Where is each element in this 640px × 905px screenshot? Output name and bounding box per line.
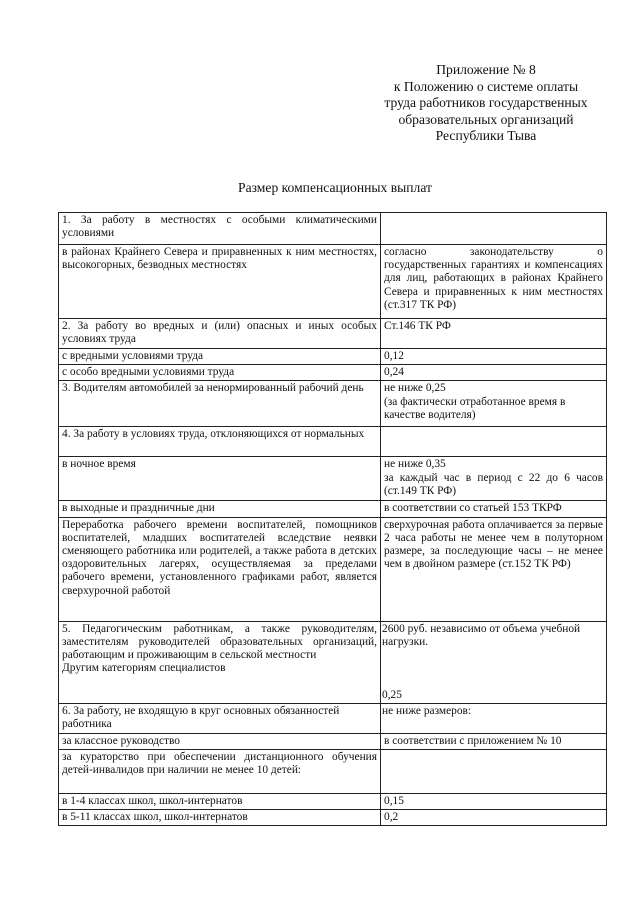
row-value: Ст.146 ТК РФ [381,319,607,349]
table-row [59,733,607,749]
row-label: с вредными условиями труда [59,349,381,365]
table-row [59,703,607,733]
row-label: 3. Водителям автомобилей за ненормированный рабочий день [59,381,381,427]
appendix-number: Приложение № 8 [436,62,536,77]
table-row [59,621,607,703]
row-value [381,213,607,245]
row-label: 1. За работу в местностях с особыми климатическими условиями [59,213,381,245]
row-value [381,750,607,794]
row-value: 0,24 [381,365,607,381]
row-value [381,427,607,457]
row-value: в соответствии с приложением № 10 [381,733,607,749]
row-value: 0,12 [381,349,607,365]
row-label: за кураторство при обеспечении дистанционного обучения детей-инвалидов при наличии не менее 10 детей: [59,750,381,794]
row-label: в районах Крайнего Севера и приравненных к ним местностях, высокогорных, безводных местностях [59,245,381,319]
table-row [59,810,607,826]
document-title: Размер компенсационных выплат [238,180,432,195]
row-label: 4. За работу в условиях труда, отклоняющихся от нормальных [59,427,381,457]
row-label: 5. Педагогическим работникам, а также руководителям, заместителям руководителей образовательных организаций, работающим и проживающим в сельской местности Другим категориям специалистов [59,621,381,703]
row-value: 0,15 [381,794,607,810]
row-value: в соответствии со статьей 153 ТКРФ [381,501,607,517]
row-label: в 5-11 классах школ, школ-интернатов [59,810,381,826]
row-label: Переработка рабочего времени воспитателей, помощников воспитателей, младших воспитателей вследствие неявки сменяющего работника или родителей, а также работа в детских оздоровительных лагерях, осуществляемая за пределами рабочего времени, установленного графиками работ, является сверхурочной работой [59,517,381,621]
appendix-line-4: образовательных организаций [398,111,574,127]
table-row [59,517,607,621]
table-row [59,457,607,501]
row-value: не ниже 0,25 (за фактически отработанное время в качестве водителя) [381,381,607,427]
row-value: сверхурочная работа оплачивается за первые 2 часа работы не менее чем в полуторном размере, за последующие часы – не менее чем в двойном размере (ст.152 ТК РФ) [381,517,607,621]
table-row [59,319,607,349]
table-row [59,381,607,427]
compensation-table [58,212,607,826]
table-row [59,427,607,457]
row-label: в выходные и праздничные дни [59,501,381,517]
appendix-line-5: Республики Тыва [435,128,537,143]
table-row [59,501,607,517]
table-row [59,794,607,810]
row-value: согласно законодательству о государственных гарантиях и компенсациях для лиц, работающих в районах Крайнего Севера и приравненных к ним местностях (ст.317 ТК РФ) [381,245,607,319]
row-label: за классное руководство [59,733,381,749]
appendix-header [366,62,606,145]
row-value: не ниже 0,35 за каждый час в период с 22 до 6 часов (ст.149 ТК РФ) [381,457,607,501]
row-label: 6. За работу, не входящую в круг основных обязанностей работника [59,703,381,733]
row-value: не ниже размеров: [381,703,607,733]
table-row [59,349,607,365]
table-row [59,750,607,794]
table-row [59,213,607,245]
table-row [59,245,607,319]
row-label: в 1-4 классах школ, школ-интернатов [59,794,381,810]
row-value: 2600 руб. независимо от объема учебной нагрузки. 0,25 [381,621,607,703]
row-label: с особо вредными условиями труда [59,365,381,381]
table-row [59,365,607,381]
appendix-line-2: к Положению о системе оплаты [393,78,579,94]
row-label: 2. За работу во вредных и (или) опасных и иных особых условиях труда [59,319,381,349]
row-label: в ночное время [59,457,381,501]
row-value: 0,2 [381,810,607,826]
appendix-line-3: труда работников государственных [384,95,588,110]
